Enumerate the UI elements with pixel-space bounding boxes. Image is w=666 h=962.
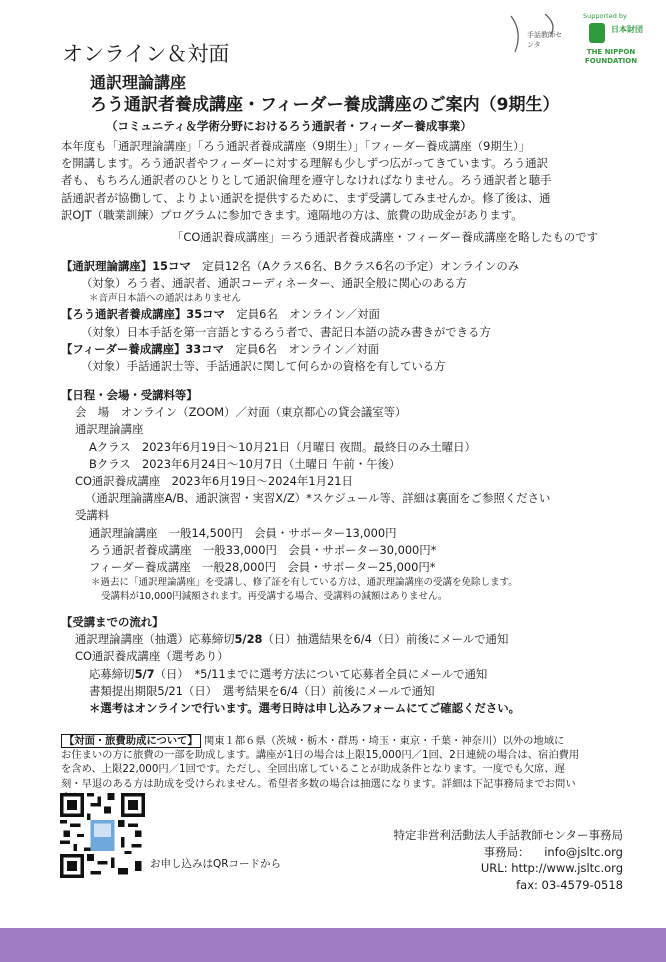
qr-caption: お申し込みはQRコードから <box>150 858 282 870</box>
qr-code-icon[interactable] <box>60 793 145 878</box>
course-title: 通訳理論講座 <box>90 73 187 92</box>
main-title: ろう通訳者養成講座・フィーダー養成講座のご案内（9期生） <box>90 95 560 115</box>
theory-label: 通訳理論講座 <box>75 422 144 437</box>
co-deadline-prefix: 応募締切 <box>89 666 135 681</box>
fee-label: 受講料 <box>75 508 110 523</box>
logo-text: 手話教師センタ <box>527 31 562 49</box>
travel-line: お住まいの方に旅費の一部を助成します。講座が1日の場合は上限15,000円／1回、2日連続の場合は、宿泊費用 <box>61 749 580 762</box>
travel-heading: 【対面・旅費助成について】 <box>61 734 201 748</box>
course-detail: 定員6名 オンライン／対面 <box>224 341 380 356</box>
flow-heading: 【受講までの流れ】 <box>61 615 164 629</box>
fee-row: フィーダー養成講座 一般28,000円 会員・サポーター25,000円* <box>89 560 436 575</box>
course-name: 【ろう通訳者養成講座】35コマ <box>61 307 225 322</box>
theory-application-suffix: （日）抽選結果を6/4（日）前後にメールで通知 <box>262 632 509 647</box>
co-course-schedule: CO通訳養成講座 2023年6月19日～2024年1月21日 <box>75 474 353 489</box>
fee-row: ろう通訳者養成講座 一般33,000円 会員・サポーター30,000円* <box>89 542 437 557</box>
class-b-schedule: Bクラス 2023年6月24日～10月7日（土曜日 午前・午後） <box>89 456 401 471</box>
office-email-row <box>388 844 623 861</box>
organization-contact <box>388 827 623 893</box>
intro-paragraph <box>61 138 633 224</box>
venue: 会 場 オンライン（ZOOM）／対面（東京都心の貸会議室等） <box>75 405 407 420</box>
jsltc-logo <box>505 12 569 62</box>
nippon-foundation-name: THE NIPPON FOUNDATION <box>584 48 638 65</box>
intro-line: 者も、もちろん通訳者のひとりとして通訳倫理を遵守しなければなりません。ろう通訳者と聴手 <box>61 173 552 188</box>
intro-line: 本年度も「通訳理論講座」「ろう通訳者養成講座（9期生）」「フィーダー養成講座（9期生）」 <box>61 139 531 153</box>
schedule-heading: 【日程・会場・受講料等】 <box>61 388 198 402</box>
travel-line: 関東１都６県（茨城・栃木・群馬・埼玉・東京・千葉・神奈川）以外の地域に <box>203 735 565 747</box>
co-deadline-suffix: （日） *5/11までに選考方法について応募者全員にメールで通知 <box>154 666 488 681</box>
office-label: 事務局： <box>483 844 530 859</box>
course-detail: 定員6名 オンライン／対面 <box>224 307 380 322</box>
nippon-foundation-logo-icon <box>585 20 643 46</box>
organization-name: 特定非営利活動法人手話教師センター事務局 <box>393 828 623 842</box>
fee-note: 受講料が10,000円減額されます。再受講する場合、受講料の減額はありません。 <box>101 591 448 603</box>
travel-subsidy-box <box>61 734 639 805</box>
theory-deadline: 5/28 <box>234 632 263 647</box>
class-a-schedule: Aクラス 2023年6月19日～10月21日（月曜日 夜間。最終日のみ土曜日） <box>89 439 476 454</box>
flow-section <box>61 614 520 717</box>
course-list <box>61 258 519 375</box>
website-link[interactable]: URL: http://www.jsltc.org <box>480 861 623 875</box>
online-selection-note: ＊選考はオンラインで行います。選考日時は申し込みフォームにてご確認ください。 <box>89 701 521 716</box>
co-course-detail: （通訳理論講座A/B、通訳演習・実習X/Z）*スケジュール等、詳細は裏面をご参照ください <box>85 491 551 506</box>
course-target: （対象）手話通訳士等、手話通訳に関して何らかの資格を有している方 <box>81 359 446 374</box>
course-note: ＊音声日本語への通訳はありません <box>89 293 242 305</box>
course-target: （対象）日本手話を第一言語とするろう者で、書記日本語の読み書きができる方 <box>81 324 491 339</box>
nippon-foundation-kanji: 日本財団 <box>611 25 643 34</box>
document-deadline: 書類提出期限5/21（日） 選考結果を6/4（日）前後にメールで通知 <box>89 683 435 698</box>
intro-line: 訳OJT（職業訓練）プログラムに参加できます。遠隔地の方は、旅費の助成金があります。 <box>61 207 523 222</box>
schedule-section <box>61 387 550 604</box>
theory-application-text: 通訳理論講座（抽選）応募締切 <box>75 632 235 647</box>
theory-application <box>61 631 520 648</box>
travel-line <box>61 791 639 805</box>
travel-line: を含め、上限22,000円／1回です。ただし、全回出席していることが助成条件となります。一度でも欠席、遅 <box>61 763 565 776</box>
co-deadline <box>61 666 520 683</box>
fee-note: ＊過去に「通訳理論講座」を受講し、修了証を有している方は、通訳理論講座の受講を免除します。 <box>91 577 518 589</box>
co-application-label: CO通訳養成講座（選考あり） <box>75 649 229 664</box>
intro-line: を開講します。ろう通訳者やフィーダーに対する理解も少しずつ広がってきています。ろう通訳 <box>61 156 549 171</box>
supported-by-label: Supported by <box>583 12 627 20</box>
intro-line: 話通訳者が協働して、よりよい通訳を提供するために、まず受講してみませんか。修了後は、通 <box>61 190 551 205</box>
delivery-mode: オンライン＆対面 <box>62 42 230 66</box>
course-name: 【フィーダー養成講座】33コマ <box>61 341 225 356</box>
footer-accent-bar <box>0 928 666 962</box>
subtitle: （コミュニティ＆学術分野におけるろう通訳者・フィーダー養成事業） <box>106 119 472 133</box>
travel-line: 刻・早退のある方は助成を受けられません。希望者多数の場合は抽選になります。詳細は下記事務局までお問い <box>61 777 576 790</box>
abbreviation-note: 「CO通訳養成講座」＝ろう通訳者養成講座・フィーダー養成講座を略したものです <box>172 230 599 244</box>
course-target: （対象）ろう者、通訳者、通訳コーディネーター、通訳全般に関心のある方 <box>81 276 467 291</box>
fee-row: 通訳理論講座 一般14,500円 会員・サポーター13,000円 <box>89 525 397 540</box>
fax-number: fax: 03-4579-0518 <box>516 877 623 892</box>
co-deadline-date: 5/7 <box>134 666 155 681</box>
email-link[interactable]: info@jsltc.org <box>544 844 623 859</box>
course-detail: 定員12名（Aクラス6名、Bクラス6名の予定）オンラインのみ <box>190 259 520 273</box>
course-name: 【通訳理論講座】15コマ <box>61 259 191 273</box>
